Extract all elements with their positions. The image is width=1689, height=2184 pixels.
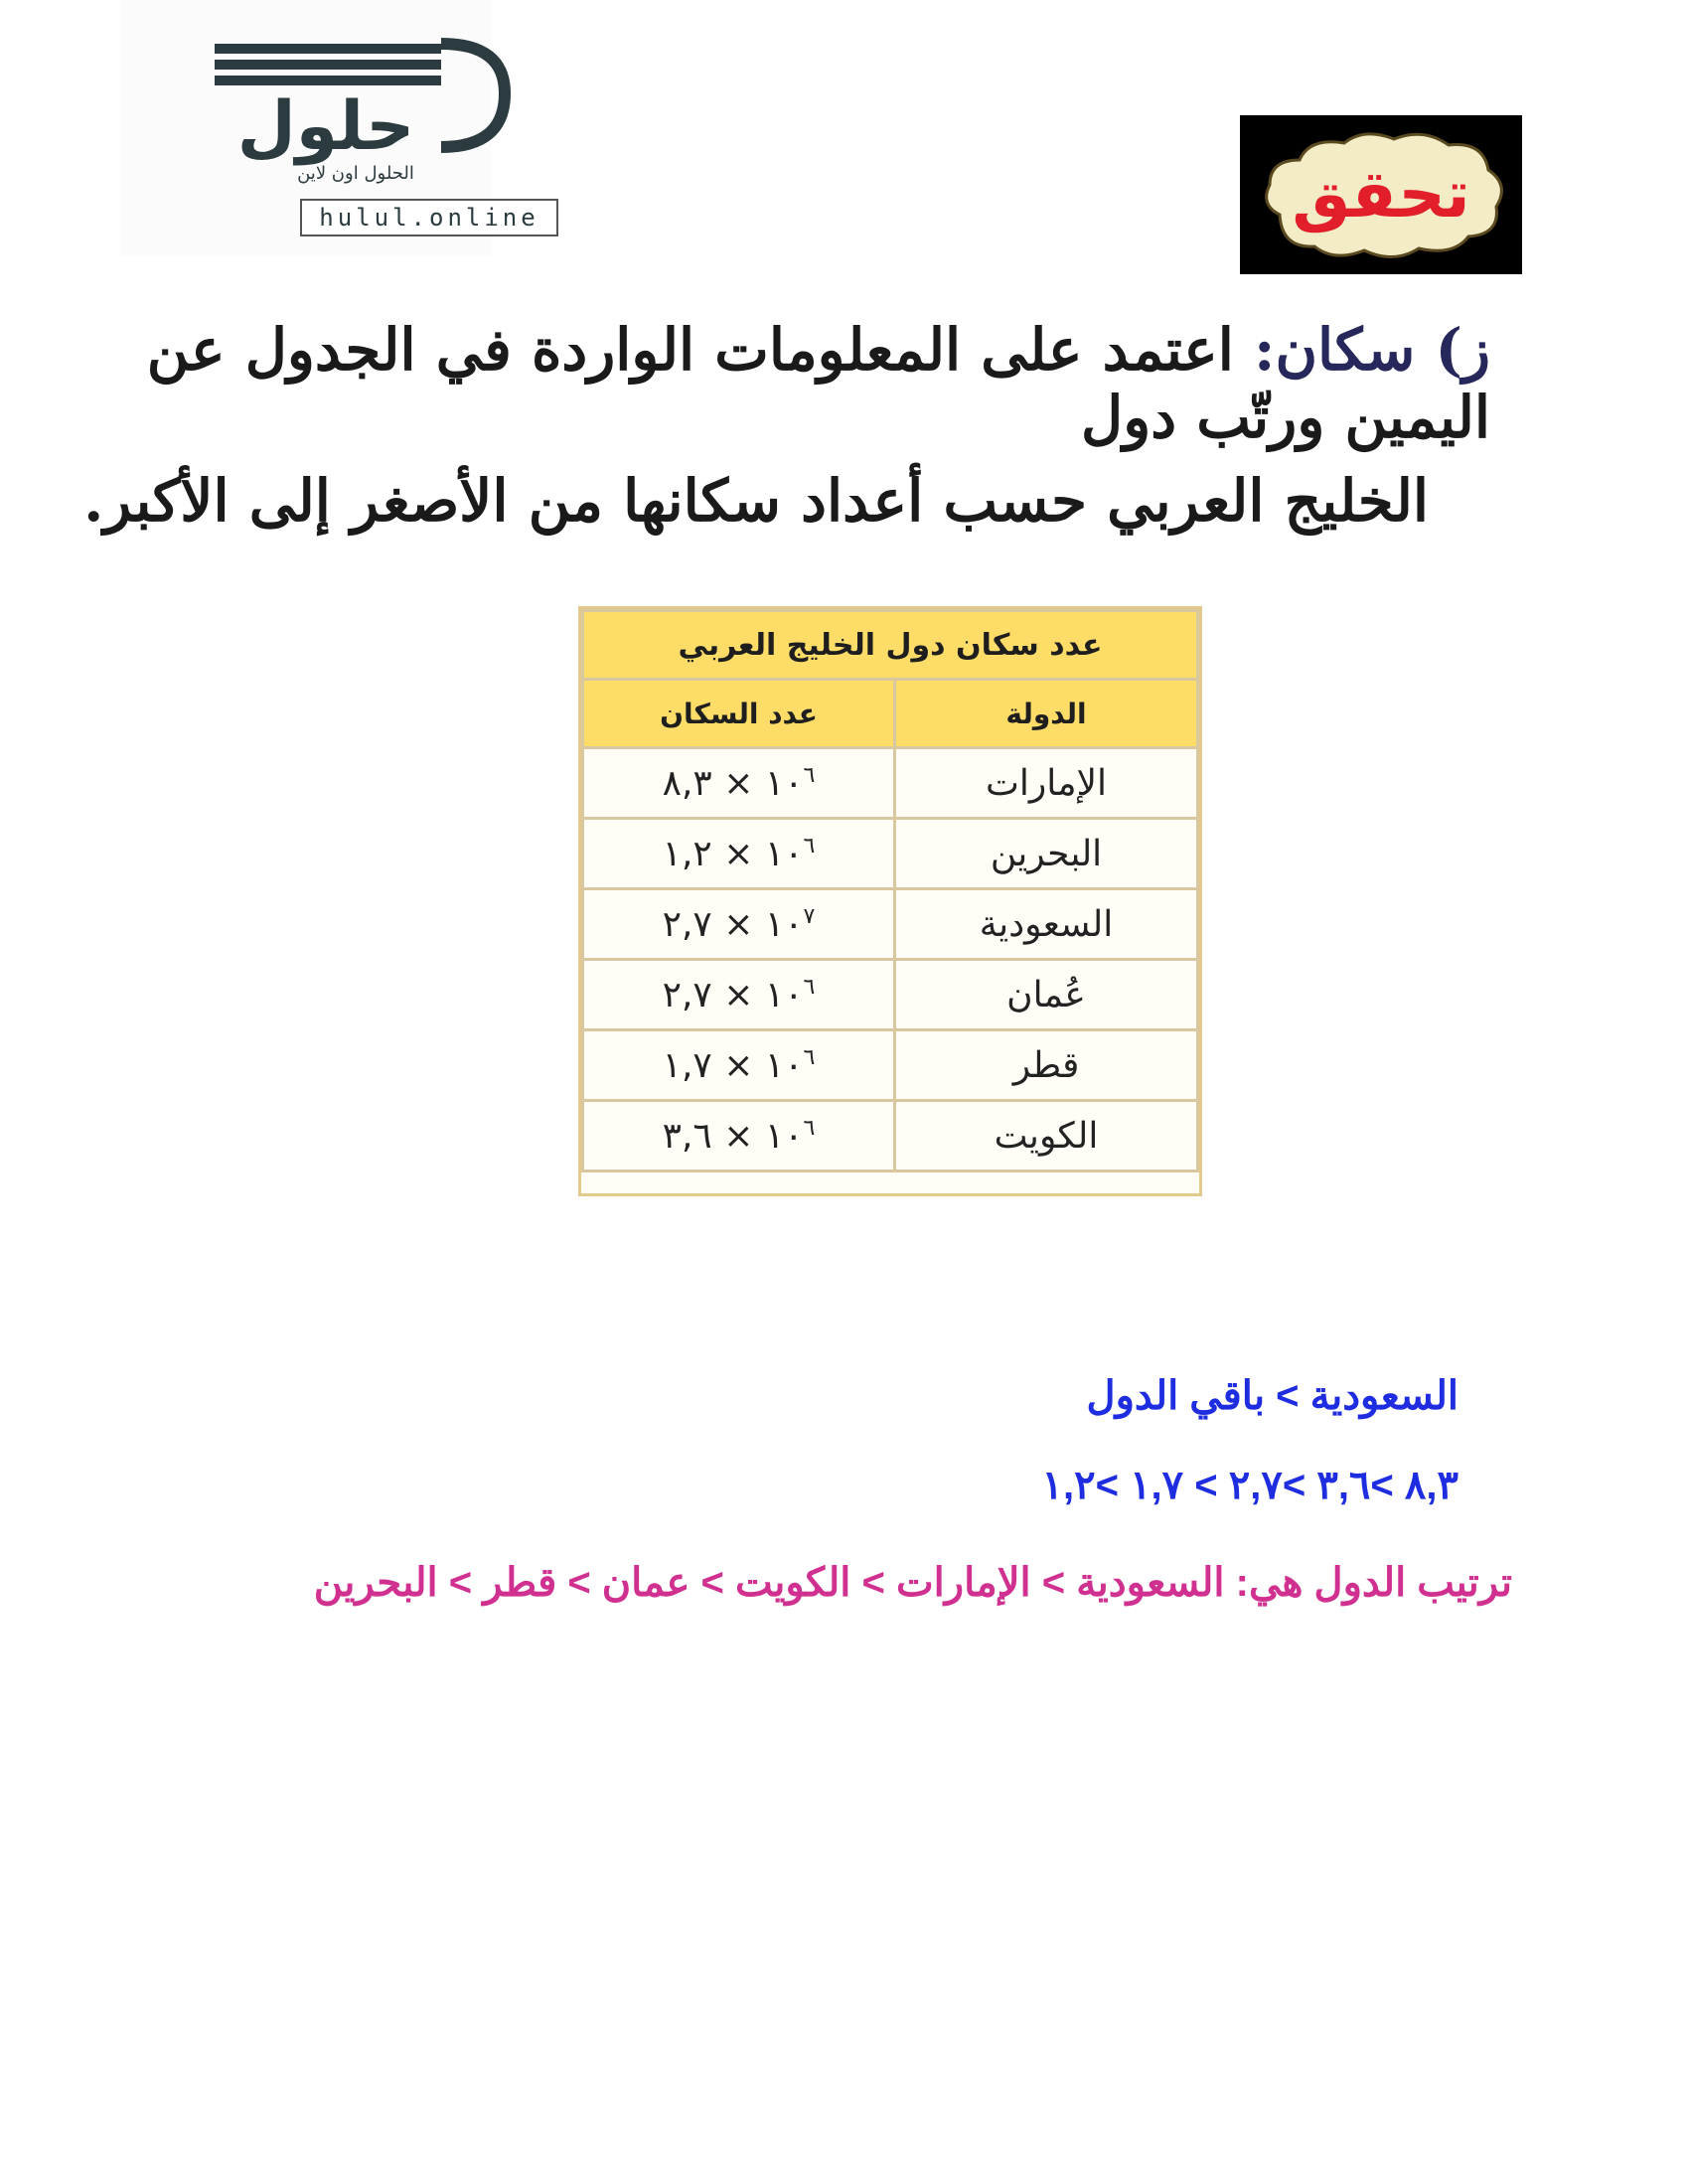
table-row <box>583 889 1198 960</box>
logo-mark-icon <box>207 38 535 187</box>
country-cell: قطر <box>895 1030 1198 1101</box>
table-title: عدد سكان دول الخليج العربي <box>583 611 1198 680</box>
question-line-2 <box>77 467 1429 535</box>
logo <box>121 0 539 256</box>
population-cell: $١٠^٧$ × ٢,٧ <box>583 889 895 960</box>
answer-line-2: ٨,٣ >٣,٦ >٢,٧ > ١,٧ >١,٢ <box>1041 1464 1459 1507</box>
check-badge <box>1240 115 1522 274</box>
logo-url: hulul.online <box>300 199 558 236</box>
population-table <box>578 606 1202 1196</box>
population-cell: $١٠^٦$ × ١,٧ <box>583 1030 895 1101</box>
table-row <box>583 1030 1198 1101</box>
table-row <box>583 960 1198 1030</box>
header-population: عدد السكان <box>583 680 895 748</box>
question-text-2: الخليج العربي حسب أعداد سكانها من الأصغر إلى الأكبر. <box>83 467 1429 535</box>
country-cell: الإمارات <box>895 748 1198 819</box>
header-country: الدولة <box>895 680 1198 748</box>
population-cell: $١٠^٦$ × ٨,٣ <box>583 748 895 819</box>
badge-label: تحقق <box>1292 156 1470 233</box>
answer-line-3: ترتيب الدول هي: السعودية > الإمارات > الكويت > عمان > قطر > البحرين <box>313 1561 1512 1605</box>
population-cell: $١٠^٦$ × ٢,٧ <box>583 960 895 1030</box>
question-text-1: اعتمد على المعلومات الواردة في الجدول عن اليمين ورتّب دول <box>146 316 1490 451</box>
population-cell: $١٠^٦$ × ١,٢ <box>583 819 895 889</box>
table-row <box>583 748 1198 819</box>
country-cell: السعودية <box>895 889 1198 960</box>
country-cell: البحرين <box>895 819 1198 889</box>
logo-tagline: الحلول اون لاين <box>297 163 414 184</box>
question-line-1 <box>139 316 1490 451</box>
table-row <box>583 1101 1198 1171</box>
population-cell: $١٠^٦$ × ٣,٦ <box>583 1101 895 1171</box>
country-cell: الكويت <box>895 1101 1198 1171</box>
country-cell: عُمان <box>895 960 1198 1030</box>
table-row <box>583 819 1198 889</box>
question-label: ز) سكان: <box>1254 316 1490 384</box>
logo-wordmark: حلول <box>236 87 415 166</box>
answer-line-1: السعودية > باقي الدول <box>1086 1374 1459 1418</box>
